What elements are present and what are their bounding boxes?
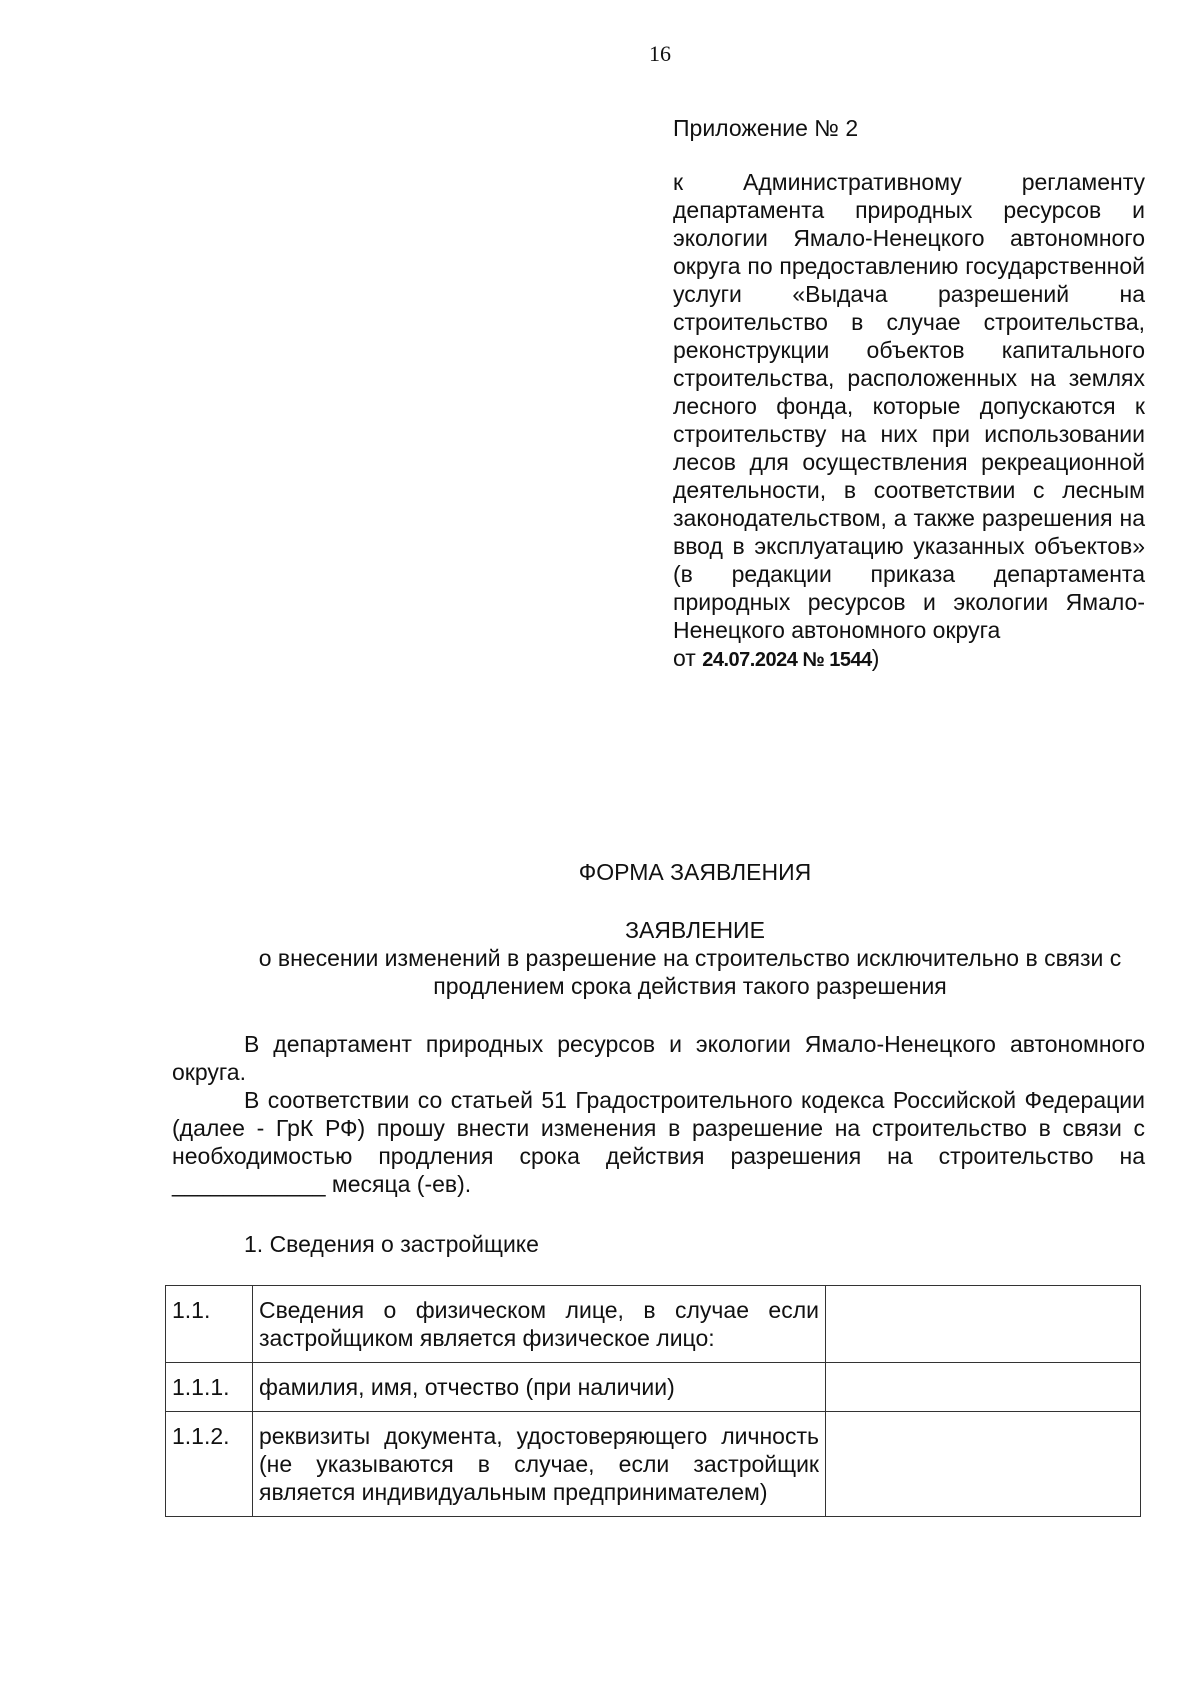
row-number: 1.1.2. (166, 1412, 253, 1517)
row-number: 1.1. (166, 1286, 253, 1363)
table-row (166, 1286, 1141, 1363)
row-description: Сведения о физическом лице, в случае если застройщиком является физическое лицо: (253, 1286, 826, 1363)
table-row (166, 1412, 1141, 1517)
row-value-field[interactable] (826, 1363, 1141, 1412)
appendix-body: к Административному регламенту департамента природных ресурсов и экологии Ямало-Ненецкого автономного округа по предоставлению государственной услуги «Выдача разрешений на строительство в случае строительства, реконструкции объектов капитального строительства, расположенных на землях лесного фонда, которые допускаются к строительству на них при использовании лесов для осуществления рекреационной деятельности, в соответствии с лесным законодательством, а также разрешения на ввод в эксплуатацию указанных объектов» (в редакции приказа департамента природных ресурсов и экологии Ямало-Ненецкого автономного округа (673, 169, 1145, 643)
appendix-date-prefix: от (673, 645, 696, 671)
row-value-field[interactable] (826, 1412, 1141, 1517)
row-value-field[interactable] (826, 1286, 1141, 1363)
appendix-date (673, 644, 1145, 674)
application-subtitle: о внесении изменений в разрешение на строительство исключительно в связи с продлением срока действия такого разрешения (258, 945, 1122, 999)
section-title: 1. Сведения о застройщике (244, 1231, 539, 1257)
application-title: ЗАЯВЛЕНИЕ (625, 917, 765, 943)
developer-info-table (165, 1285, 1141, 1517)
intro-paragraph-2: В соответствии со статьей 51 Градостроительного кодекса Российской Федерации (далее - ГрК РФ) прошу внести изменения в разрешение на строительство в связи с необходимостью продления срока действия разрешения на строительство на ____________ месяца (-ев). (172, 1087, 1145, 1197)
table-row (166, 1363, 1141, 1412)
appendix-date-value: 24.07.2024 № 1544 (702, 649, 872, 671)
page-number: 16 (649, 41, 671, 66)
row-description: фамилия, имя, отчество (при наличии) (253, 1363, 826, 1412)
intro-text (172, 1030, 1145, 1198)
intro-paragraph-1: В департамент природных ресурсов и экологии Ямало-Ненецкого автономного округа. (172, 1031, 1145, 1085)
appendix-date-suffix: ) (871, 645, 880, 671)
appendix-title: Приложение № 2 (673, 115, 859, 141)
row-description: реквизиты документа, удостоверяющего личность (не указываются в случае, если застройщик является индивидуальным предпринимателем) (253, 1412, 826, 1517)
form-heading: ФОРМА ЗАЯВЛЕНИЯ (578, 859, 812, 885)
appendix-block (673, 114, 1145, 674)
row-number: 1.1.1. (166, 1363, 253, 1412)
